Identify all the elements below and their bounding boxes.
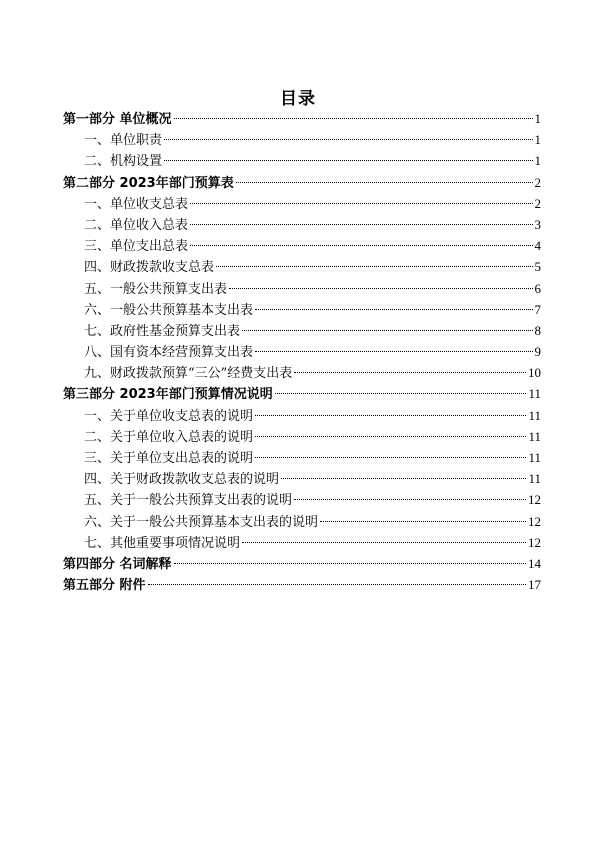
dot-leader — [281, 478, 526, 479]
dot-leader — [255, 309, 532, 310]
dot-leader — [255, 415, 526, 416]
dot-leader — [216, 266, 532, 267]
toc-subsection-entry[interactable] — [63, 362, 541, 383]
dot-leader — [294, 372, 526, 373]
toc-entry-label: 第四部分 名词解释 — [63, 556, 172, 572]
toc-entry-label: 二、关于单位收入总表的说明 — [84, 429, 254, 445]
toc-entry-label: 六、一般公共预算基本支出表 — [84, 302, 254, 318]
toc-page-number: 6 — [534, 280, 541, 296]
dot-leader — [255, 457, 526, 458]
toc-entry-label: 三、单位支出总表 — [84, 239, 189, 255]
toc-page-number: 12 — [528, 513, 541, 529]
toc-subsection-entry[interactable] — [63, 447, 541, 468]
dot-leader — [229, 288, 532, 289]
toc-page-number: 10 — [528, 365, 541, 381]
table-of-contents — [63, 108, 541, 595]
dot-leader — [190, 224, 532, 225]
toc-page-number: 11 — [528, 428, 541, 444]
toc-subsection-entry[interactable] — [63, 405, 541, 426]
dot-leader — [320, 521, 526, 522]
toc-entry-label: 一、单位职责 — [84, 133, 163, 149]
dot-leader — [242, 542, 526, 543]
toc-subsection-entry[interactable] — [63, 193, 541, 214]
toc-page-number: 12 — [528, 534, 541, 550]
toc-section-entry[interactable] — [63, 172, 541, 193]
dot-leader — [148, 584, 526, 585]
toc-subsection-entry[interactable] — [63, 489, 541, 510]
toc-page-number: 5 — [534, 259, 541, 275]
toc-entry-label: 第五部分 附件 — [63, 578, 146, 594]
toc-entry-label: 五、关于一般公共预算支出表的说明 — [84, 493, 293, 509]
toc-page-number: 7 — [534, 301, 541, 317]
toc-section-entry[interactable] — [63, 383, 541, 404]
toc-subsection-entry[interactable] — [63, 129, 541, 150]
dot-leader — [174, 118, 533, 119]
toc-subsection-entry[interactable] — [63, 341, 541, 362]
toc-subsection-entry[interactable] — [63, 278, 541, 299]
dot-leader — [164, 160, 532, 161]
dot-leader — [255, 436, 526, 437]
toc-entry-label: 二、单位收入总表 — [84, 217, 189, 233]
dot-leader — [190, 245, 532, 246]
toc-page-number: 1 — [534, 153, 541, 169]
toc-entry-label: 第三部分 2023年部门预算情况说明 — [63, 387, 273, 403]
toc-entry-label: 八、国有资本经营预算支出表 — [84, 345, 254, 361]
dot-leader — [190, 203, 532, 204]
toc-page-number: 14 — [528, 555, 541, 571]
toc-entry-label: 七、政府性基金预算支出表 — [84, 323, 241, 339]
toc-entry-label: 六、关于一般公共预算基本支出表的说明 — [84, 514, 319, 530]
toc-subsection-entry[interactable] — [63, 320, 541, 341]
toc-subsection-entry[interactable] — [63, 256, 541, 277]
toc-entry-label: 一、关于单位收支总表的说明 — [84, 408, 254, 424]
toc-subsection-entry[interactable] — [63, 511, 541, 532]
toc-page-number: 2 — [534, 174, 541, 190]
dot-leader — [236, 182, 533, 183]
toc-section-entry[interactable] — [63, 553, 541, 574]
toc-page-number: 17 — [528, 577, 541, 593]
dot-leader — [294, 499, 526, 500]
dot-leader — [255, 351, 532, 352]
toc-subsection-entry[interactable] — [63, 150, 541, 171]
toc-entry-label: 第一部分 单位概况 — [63, 112, 172, 127]
toc-page-number: 12 — [528, 492, 541, 508]
toc-subsection-entry[interactable] — [63, 426, 541, 447]
toc-entry-label: 第二部分 2023年部门预算表 — [63, 175, 234, 191]
dot-leader — [164, 139, 532, 140]
toc-page-number: 2 — [534, 195, 541, 211]
dot-leader — [275, 393, 527, 394]
toc-subsection-entry[interactable] — [63, 532, 541, 553]
toc-entry-label: 九、财政拨款预算“三公”经费支出表 — [84, 366, 293, 382]
toc-subsection-entry[interactable] — [63, 299, 541, 320]
toc-entry-label: 五、一般公共预算支出表 — [84, 281, 228, 297]
toc-entry-label: 四、财政拨款收支总表 — [84, 260, 215, 276]
toc-page-number: 4 — [534, 238, 541, 254]
toc-entry-label: 三、关于单位支出总表的说明 — [84, 451, 254, 466]
toc-entry-label: 四、关于财政拨款收支总表的说明 — [84, 472, 280, 488]
toc-entry-label: 一、单位收支总表 — [84, 196, 189, 212]
toc-page-number: 3 — [534, 216, 541, 232]
dot-leader — [174, 563, 526, 564]
toc-section-entry[interactable] — [63, 108, 541, 129]
toc-page-number: 9 — [534, 344, 541, 360]
toc-page-number: 1 — [534, 111, 541, 126]
page-title: 目录 — [280, 89, 316, 109]
dot-leader — [242, 330, 532, 331]
toc-page-number: 1 — [534, 132, 541, 148]
toc-page-number: 11 — [528, 386, 541, 402]
toc-page-number: 11 — [528, 450, 541, 465]
toc-subsection-entry[interactable] — [63, 235, 541, 256]
toc-entry-label: 七、其他重要事项情况说明 — [84, 535, 241, 551]
toc-page-number: 11 — [528, 471, 541, 487]
toc-page-number: 11 — [528, 407, 541, 423]
toc-page-number: 8 — [534, 322, 541, 338]
toc-entry-label: 二、机构设置 — [84, 154, 163, 170]
toc-subsection-entry[interactable] — [63, 468, 541, 489]
toc-section-entry[interactable] — [63, 574, 541, 595]
toc-subsection-entry[interactable] — [63, 214, 541, 235]
